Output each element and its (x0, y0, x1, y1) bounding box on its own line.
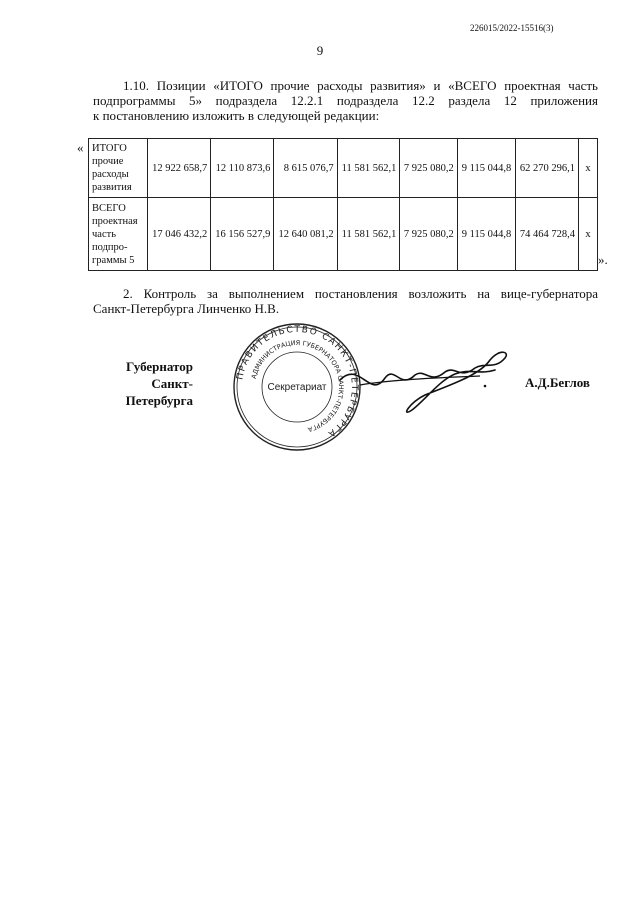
table-cell: х (579, 139, 598, 198)
paragraph-1-line: подпрограммы 5» подраздела 12.2.1 подраздела 12.2 раздела 12 приложения (93, 93, 598, 108)
row-label-line: расходы (92, 169, 129, 180)
paragraph-2 (93, 286, 598, 316)
handwritten-signature (330, 340, 530, 420)
budget-table (88, 138, 598, 271)
table-cell: 7 925 080,2 (400, 198, 458, 271)
row-label-line: часть (92, 228, 116, 240)
row-label (89, 139, 148, 198)
paragraph-1-line: 1.10. Позиции «ИТОГО прочие расходы развития» и «ВСЕГО проектная часть (123, 78, 598, 93)
table-cell: 9 115 044,8 (458, 139, 515, 198)
table-cell: 11 581 562,1 (337, 139, 400, 198)
table-cell: 12 110 873,6 (211, 139, 274, 198)
table-cell: 8 615 076,7 (274, 139, 337, 198)
paragraph-2-line: 2. Контроль за выполнением постановления возложить на вице-губернатора (123, 286, 598, 301)
paragraph-2-line: Санкт-Петербурга Линченко Н.В. (93, 301, 280, 316)
row-label-line: развития (92, 182, 132, 193)
stamp-center-text: Секретариат (267, 382, 327, 393)
signatory-title-line: Санкт-Петербурга (125, 376, 193, 408)
signatory-name: А.Д.Беглов (525, 375, 590, 390)
table-cell: 16 156 527,9 (211, 198, 274, 271)
stamp-outer-text: ПРАВИТЕЛЬСТВО САНКТ-ПЕТЕРБУРГА (235, 324, 360, 440)
table-cell: 12 922 658,7 (148, 139, 211, 198)
table-cell: 12 640 081,2 (274, 198, 337, 271)
table-row (89, 198, 598, 271)
row-label-line: граммы 5 (92, 254, 135, 266)
table-close-quote: ». (598, 252, 608, 267)
table-cell: х (579, 198, 598, 271)
paragraph-1-line: к постановлению изложить в следующей редакции: (93, 108, 380, 123)
document-number: 226015/2022-15516(3) (470, 23, 554, 33)
paragraph-1 (93, 78, 598, 123)
table-cell: 74 464 728,4 (515, 198, 578, 271)
table-cell: 17 046 432,2 (148, 198, 211, 271)
table-cell: 9 115 044,8 (458, 198, 515, 271)
row-label-line: подпро- (92, 241, 128, 253)
table-cell: 7 925 080,2 (400, 139, 458, 198)
table-cell: 11 581 562,1 (337, 198, 400, 271)
table-cell: 62 270 296,1 (515, 139, 578, 198)
row-label (89, 198, 148, 271)
row-label-line: ИТОГО (92, 143, 127, 154)
table-row (89, 139, 598, 198)
signatory-title-line: Губернатор (125, 359, 193, 374)
page-number: 9 (316, 43, 324, 58)
row-label-line: проектная (92, 215, 138, 227)
row-label-line: ВСЕГО (92, 202, 126, 214)
row-label-line: прочие (92, 156, 124, 167)
stamp-inner-text: АДМИНИСТРАЦИЯ ГУБЕРНАТОРА САНКТ-ПЕТЕРБУРГА (249, 338, 346, 434)
signatory-title (93, 358, 193, 409)
table-open-quote: « (77, 140, 84, 155)
